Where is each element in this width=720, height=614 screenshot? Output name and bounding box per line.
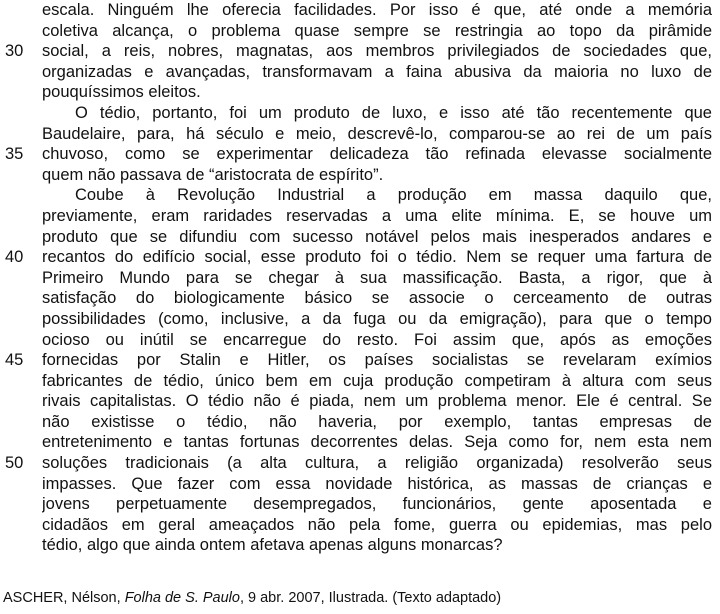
line-text: quem não passava de “aristocrata de espírito”. xyxy=(42,165,384,184)
text-line xyxy=(0,247,720,268)
line-text: não existisse o tédio, não haveria, por exemplo, tantas empresas de xyxy=(42,412,712,431)
line-text: soluções tradicionais (a alta cultura, a religião organizada) resolverão seus xyxy=(42,454,712,473)
citation-author: ASCHER, Nélson, xyxy=(3,590,125,606)
line-number: 50 xyxy=(5,454,24,473)
line-text: jovens perpetuamente desempregados, funcionários, gente aposentada e xyxy=(42,495,712,514)
text-line xyxy=(0,62,720,83)
text-line xyxy=(0,185,720,206)
text-line xyxy=(0,0,720,21)
line-text: satisfação do biologicamente básico se associe o cerceamento de outras xyxy=(42,289,712,308)
citation-details: , 9 abr. 2007, Ilustrada. (Texto adaptado) xyxy=(239,590,502,606)
line-text: cidadãos em geral ameaçados não pela fome, guerra ou epidemias, mas pelo xyxy=(42,515,712,534)
line-number: 35 xyxy=(5,145,24,164)
line-text: organizadas e avançadas, transformavam a faina abusiva da maioria no luxo de xyxy=(42,62,712,81)
line-text: previamente, eram raridades reservadas a uma elite mínima. E, se houve um xyxy=(42,206,712,225)
line-text: rivais capitalistas. O tédio não é piada, nem um problema menor. Ele é central. Se xyxy=(42,392,712,411)
text-line xyxy=(0,103,720,124)
text-line xyxy=(0,453,720,474)
line-number: 45 xyxy=(5,351,24,370)
text-line xyxy=(0,227,720,248)
line-text: impasses. Que fazer com essa novidade histórica, as massas de crianças e xyxy=(42,474,712,493)
text-line xyxy=(0,535,720,556)
line-text: entretenimento e tantas fortunas decorrentes delas. Seja como for, nem esta nem xyxy=(42,433,712,452)
line-text: social, a reis, nobres, magnatas, aos membros privilegiados de sociedades que, xyxy=(42,42,712,61)
text-line xyxy=(0,124,720,145)
text-line xyxy=(0,21,720,42)
line-text: O tédio, portanto, foi um produto de luxo, e isso até tão recentemente que xyxy=(75,103,712,122)
line-text: fornecidas por Stalin e Hitler, os países socialistas se revelaram exímios xyxy=(42,351,712,370)
text-line xyxy=(0,82,720,103)
line-text: escala. Ninguém lhe oferecia facilidades. Por isso é que, até onde a memória xyxy=(42,1,712,19)
text-line xyxy=(0,515,720,536)
text-line xyxy=(0,330,720,351)
text-line xyxy=(0,494,720,515)
line-number: 40 xyxy=(5,248,24,267)
text-line xyxy=(0,309,720,330)
text-line xyxy=(0,206,720,227)
text-line xyxy=(0,165,720,186)
line-text: pouquíssimos eleitos. xyxy=(42,83,201,102)
text-line xyxy=(0,41,720,62)
text-line xyxy=(0,288,720,309)
line-text: possibilidades (como, inclusive, a da fuga ou da emigração), para que o tempo xyxy=(42,309,712,328)
line-text: fabricantes de tédio, único bem em cuja produção competiram à altura com seus xyxy=(42,371,712,390)
text-line xyxy=(0,432,720,453)
line-text: produto que se difundiu com sucesso notável pelos mais inesperados andares e xyxy=(42,227,712,246)
text-line xyxy=(0,144,720,165)
line-text: Coube à Revolução Industrial a produção em massa daquilo que, xyxy=(75,186,712,205)
line-number: 30 xyxy=(5,42,24,61)
text-line xyxy=(0,268,720,289)
citation xyxy=(3,590,501,606)
line-text: ocioso ou inútil se encarregue do resto. Foi assim que, após as emoções xyxy=(42,330,712,349)
text-line xyxy=(0,371,720,392)
line-text: Primeiro Mundo para se chegar à sua massificação. Basta, a rigor, que à xyxy=(42,268,712,287)
text-line xyxy=(0,474,720,495)
line-text: coletiva alcança, o problema quase sempre se restringia ao topo da pirâmide xyxy=(42,21,712,40)
line-text: tédio, algo que ainda ontem afetava apenas alguns monarcas? xyxy=(42,536,503,555)
citation-source: Folha de S. Paulo xyxy=(124,590,240,606)
text-line xyxy=(0,350,720,371)
line-text: chuvoso, como se experimentar delicadeza tão refinada elevasse socialmente xyxy=(42,145,712,164)
line-text: recantos do edifício social, esse produto foi o tédio. Nem se requer uma fartura de xyxy=(42,248,712,267)
text-line xyxy=(0,412,720,433)
text-line xyxy=(0,391,720,412)
line-text: Baudelaire, para, há século e meio, descrevê-lo, comparou-se ao rei de um país xyxy=(42,124,712,143)
